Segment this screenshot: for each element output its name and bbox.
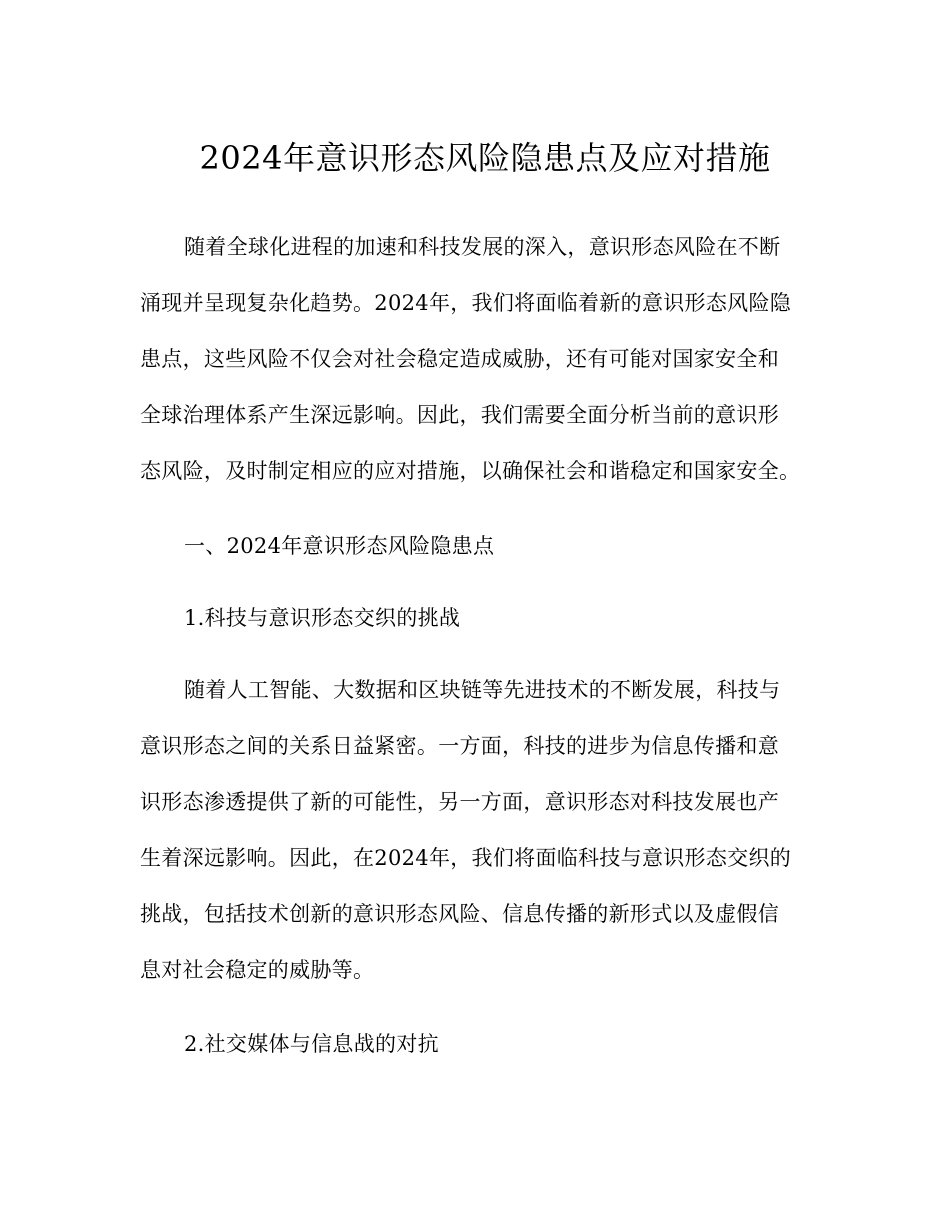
subsection-heading-2: 2.社交媒体与信息战的对抗 [184,1032,439,1056]
intro-line-2: 涌现并呈现复杂化趋势。2024年，我们将面临着新的意识形态风险隐 [140,291,792,315]
sub1-line-2: 意识形态之间的关系日益紧密。一方面，科技的进步为信息传播和意 [140,734,779,758]
sub1-line-1: 随着人工智能、大数据和区块链等先进技术的不断发展，科技与 [184,678,781,702]
sub1-line-5: 挑战，包括技术创新的意识形态风险、信息传播的新形式以及虚假信 [140,902,779,926]
intro-line-4: 全球治理体系产生深远影响。因此，我们需要全面分析当前的意识形 [140,403,779,427]
intro-line-5: 态风险，及时制定相应的应对措施，以确保社会和谐稳定和国家安全。 [140,459,801,483]
sub1-line-4: 生着深远影响。因此，在2024年，我们将面临科技与意识形态交织的 [140,846,792,870]
page-title: 2024年意识形态风险隐患点及应对措施 [199,139,771,177]
sub1-line-6: 息对社会稳定的威胁等。 [140,958,375,982]
sub1-line-3: 识形态渗透提供了新的可能性，另一方面，意识形态对科技发展也产 [140,790,779,814]
subsection-heading-1: 1.科技与意识形态交织的挑战 [184,606,461,630]
intro-line-3: 患点，这些风险不仅会对社会稳定造成威胁，还有可能对国家安全和 [140,347,779,371]
intro-line-1: 随着全球化进程的加速和科技发展的深入，意识形态风险在不断 [184,235,781,259]
section-heading: 一、2024年意识形态风险隐患点 [184,534,495,558]
